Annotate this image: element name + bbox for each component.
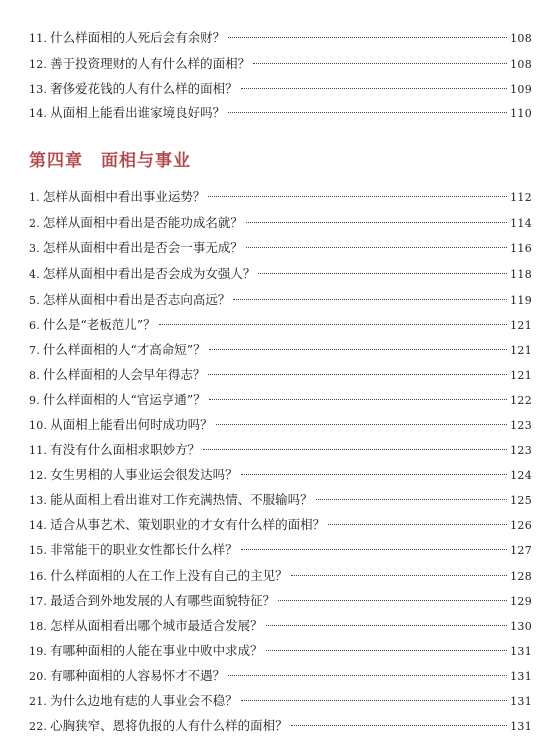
- entry-title: 有没有什么面相求职妙方？: [50, 442, 201, 457]
- dot-leader: [328, 523, 507, 525]
- entry-page: 116: [510, 242, 532, 255]
- entry-title: 怎样从面相中看出是否会成为女强人？: [42, 266, 256, 281]
- entry-page: 125: [510, 494, 532, 507]
- dot-leader: [241, 87, 507, 89]
- dot-leader: [209, 398, 507, 400]
- toc-entry[interactable]: [29, 340, 532, 360]
- entry-page: 128: [510, 570, 532, 583]
- entry-title: 为什么边地有痣的人事业会不稳？: [50, 693, 238, 708]
- entry-page: 126: [510, 519, 532, 532]
- entry-number: 13.: [29, 83, 48, 96]
- entry-title: 从面相上能看出谁家境良好吗？: [50, 105, 226, 120]
- toc-entry[interactable]: [29, 79, 532, 99]
- toc-entry[interactable]: [29, 28, 532, 48]
- entry-number: 22.: [29, 720, 48, 733]
- entry-page: 130: [510, 620, 532, 633]
- dot-leader: [253, 62, 507, 64]
- toc-entry[interactable]: [29, 641, 532, 661]
- toc-entry[interactable]: [29, 566, 532, 586]
- entry-number: 21.: [29, 695, 48, 708]
- dot-leader: [291, 724, 507, 726]
- entry-title: 怎样从面相中看出是否志向高远？: [42, 292, 231, 307]
- toc-entry[interactable]: [29, 290, 532, 310]
- entry-number: 19.: [29, 645, 48, 658]
- toc-entry[interactable]: [29, 390, 532, 410]
- dot-leader: [316, 498, 507, 500]
- entry-title: 什么样面相的人会早年得志？: [42, 367, 206, 382]
- entry-number: 12.: [29, 469, 48, 482]
- dot-leader: [216, 423, 507, 425]
- entry-title: 奢侈爱花钱的人有什么样的面相？: [50, 81, 238, 96]
- entry-page: 112: [510, 191, 532, 204]
- entry-title: 非常能干的职业女性都长什么样？: [50, 542, 238, 557]
- entry-number: 5.: [29, 294, 40, 307]
- toc-entry[interactable]: [29, 315, 532, 335]
- entry-page: 108: [510, 58, 532, 71]
- entry-number: 2.: [29, 217, 40, 230]
- entry-title: 女生男相的人事业运会很发达吗？: [50, 467, 238, 482]
- entry-number: 9.: [29, 394, 40, 407]
- entry-number: 17.: [29, 595, 48, 608]
- toc-entry[interactable]: [29, 238, 532, 258]
- dot-leader: [266, 624, 507, 626]
- entry-page: 122: [510, 394, 532, 407]
- entry-number: 12.: [29, 58, 48, 71]
- entry-title: 什么样面相的人死后会有余财？: [50, 30, 226, 45]
- entry-title: 怎样从面相中看出事业运势？: [42, 189, 206, 204]
- entry-title: 有哪种面相的人容易怀才不遇？: [50, 668, 226, 683]
- entry-number: 13.: [29, 494, 48, 507]
- entry-number: 8.: [29, 369, 40, 382]
- entry-page: 121: [510, 369, 532, 382]
- dot-leader: [209, 348, 507, 350]
- entry-number: 11.: [29, 32, 48, 45]
- entry-page: 131: [510, 695, 532, 708]
- entry-title: 怎样从面相看出哪个城市最适合发展？: [50, 618, 263, 633]
- dot-leader: [241, 473, 507, 475]
- entry-page: 109: [510, 83, 532, 96]
- entry-title: 能从面相上看出谁对工作充满热情、不服输吗？: [50, 492, 313, 507]
- dot-leader: [246, 221, 507, 223]
- entry-page: 123: [510, 444, 532, 457]
- dot-leader: [233, 298, 507, 300]
- toc-entry[interactable]: [29, 666, 532, 686]
- chapter-title: 面相与事业: [101, 151, 191, 171]
- entry-number: 6.: [29, 319, 40, 332]
- entry-page: 127: [510, 544, 532, 557]
- dot-leader: [246, 246, 507, 248]
- dot-leader: [208, 195, 507, 197]
- entry-page: 110: [510, 107, 532, 120]
- entry-page: 131: [510, 670, 532, 683]
- toc-entry[interactable]: [29, 365, 532, 385]
- toc-entry[interactable]: [29, 515, 532, 535]
- toc-entry[interactable]: [29, 103, 532, 123]
- entry-title: 善于投资理财的人有什么样的面相？: [50, 56, 251, 71]
- entry-title: 什么样面相的人在工作上没有自己的主见？: [50, 568, 288, 583]
- dot-leader: [241, 699, 507, 701]
- entry-title: 什么样面相的人“才高命短”？: [42, 342, 206, 357]
- toc-entry[interactable]: [29, 54, 532, 74]
- entry-number: 15.: [29, 544, 48, 557]
- entry-page: 129: [510, 595, 532, 608]
- dot-leader: [228, 111, 507, 113]
- entry-page: 118: [510, 268, 532, 281]
- entry-title: 什么样面相的人“官运亨通”？: [42, 392, 206, 407]
- entry-title: 什么是“老板范儿”？: [42, 317, 156, 332]
- entry-title: 从面相上能看出何时成功吗？: [50, 417, 213, 432]
- toc-entry[interactable]: [29, 716, 532, 736]
- entry-title: 怎样从面相中看出是否会一事无成？: [42, 240, 243, 255]
- toc-entry[interactable]: [29, 264, 532, 284]
- toc-entry[interactable]: [29, 213, 532, 233]
- entry-page: 108: [510, 32, 532, 45]
- dot-leader: [278, 599, 507, 601]
- entry-page: 131: [510, 645, 532, 658]
- dot-leader: [203, 448, 507, 450]
- toc-entry[interactable]: [29, 540, 532, 560]
- entry-number: 7.: [29, 344, 40, 357]
- dot-leader: [208, 373, 507, 375]
- entry-number: 11.: [29, 444, 48, 457]
- toc-entry[interactable]: [29, 616, 532, 636]
- entry-title: 适合从事艺术、策划职业的才女有什么样的面相？: [50, 517, 326, 532]
- entry-number: 16.: [29, 570, 48, 583]
- entry-title: 心胸狭窄、恩将仇报的人有什么样的面相？: [50, 718, 288, 733]
- dot-leader: [159, 323, 507, 325]
- entry-title: 有哪种面相的人能在事业中败中求成？: [50, 643, 263, 658]
- toc-entry[interactable]: [29, 591, 532, 611]
- dot-leader: [241, 548, 507, 550]
- entry-title: 最适合到外地发展的人有哪些面貌特征？: [50, 593, 276, 608]
- entry-number: 10.: [29, 419, 48, 432]
- entry-page: 124: [510, 469, 532, 482]
- entry-page: 123: [510, 419, 532, 432]
- entry-number: 3.: [29, 242, 40, 255]
- dot-leader: [228, 674, 507, 676]
- chapter-heading: [29, 146, 191, 174]
- entry-number: 14.: [29, 519, 48, 532]
- entry-number: 14.: [29, 107, 48, 120]
- dot-leader: [228, 36, 507, 38]
- dot-leader: [258, 272, 507, 274]
- toc-entry[interactable]: [29, 415, 532, 435]
- entry-page: 121: [510, 319, 532, 332]
- entry-page: 119: [510, 294, 532, 307]
- toc-entry[interactable]: [29, 691, 532, 711]
- toc-entry[interactable]: [29, 465, 532, 485]
- entry-number: 18.: [29, 620, 48, 633]
- entry-page: 121: [510, 344, 532, 357]
- entry-page: 131: [510, 720, 532, 733]
- entry-title: 怎样从面相中看出是否能功成名就？: [42, 215, 243, 230]
- dot-leader: [291, 574, 507, 576]
- toc-entry[interactable]: [29, 440, 532, 460]
- entry-page: 114: [510, 217, 532, 230]
- entry-number: 1.: [29, 191, 40, 204]
- dot-leader: [266, 649, 507, 651]
- entry-number: 20.: [29, 670, 48, 683]
- entry-number: 4.: [29, 268, 40, 281]
- toc-entry[interactable]: [29, 490, 532, 510]
- toc-entry[interactable]: [29, 187, 532, 207]
- chapter-label: 第四章: [29, 151, 83, 171]
